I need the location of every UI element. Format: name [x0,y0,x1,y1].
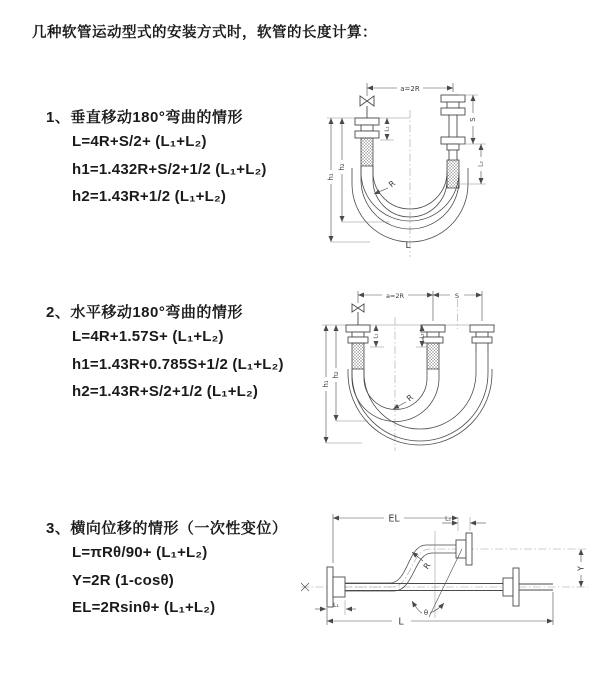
dim-label-l2: L₂ [445,515,451,523]
hose-braid [361,138,373,166]
section-1-formulas [72,133,267,216]
section-2-heading: 2、水平移动180°弯曲的情形 [46,304,243,321]
radius-label [374,178,397,194]
page-title: 几种软管运动型式的安装方式时，软管的长度计算： [32,25,377,41]
dim-l2 [442,516,486,532]
dim-label-s: S [454,291,460,300]
dim-label-h1: h₁ [322,380,330,388]
hose-braid [427,343,439,369]
dim-label-r: R [386,178,398,190]
dim-el [333,514,458,564]
length-label-l: L [405,241,411,251]
dim-a2r [367,83,453,96]
dim-label-l1: L₁ [384,126,391,132]
dim-label-l: L [398,616,404,628]
dim-label-s: S [469,117,477,122]
section-2-formulas [72,328,284,411]
section-1-heading: 1、垂直移动180°弯曲的情形 [46,109,243,126]
dim-y [577,549,586,587]
right-pipe-fitting [441,95,465,188]
formula: L=4R+1.57S+ (L₁+L₂) [72,328,224,345]
u-bend-hose [348,351,492,445]
left-pipe-fitting [346,325,370,369]
valve-icon [352,304,364,325]
radius-label [393,392,415,409]
formula: EL=2Rsinθ+ (L₁+L₂) [72,599,216,616]
diagram-horizontal-bend [310,283,575,455]
dim-l1 [380,118,394,140]
dim-label-a2r: a=2R [385,291,405,300]
dim-label-el: EL [388,513,400,525]
dim-label-h2: h₂ [338,163,346,171]
dim-l1 [370,325,384,347]
dim-label-y: Y [576,566,586,571]
formula: L=πRθ/90+ (L₁+L₂) [72,544,208,561]
valve-icon [360,96,374,118]
formula: h2=1.43R+S/2+1/2 (L₁+L₂) [72,383,259,400]
upper-flange [456,533,472,565]
dim-label-theta: θ [423,609,429,617]
formula: h2=1.43R+1/2 (L₁+L₂) [72,188,227,205]
dim-label-a2r: a=2R [400,84,420,93]
formula: Y=2R (1-cosθ) [72,571,174,589]
dim-label-l1: L₁ [373,333,380,339]
formula: h1=1.432R+S/2+1/2 (L₁+L₂) [72,160,267,178]
right-lower-flange [503,568,553,606]
dim-label-r: R [421,561,433,571]
dim-label-l2: L₂ [419,333,426,339]
hose-braid [352,343,364,369]
dim-label-l2: L₂ [477,161,485,167]
hose-braid [447,160,459,188]
formula: L=4R+S/2+ (L₁+L₂) [72,133,207,150]
section-3-heading: 3、横向位移的情形（一次性变位） [46,520,288,537]
dim-l1 [315,600,356,615]
angle-theta [412,531,462,618]
section-3-formulas [72,544,215,627]
formula: h1=1.43R+0.785S+1/2 (L₁+L₂) [72,355,284,373]
diagram-vertical-bend [312,72,572,262]
dim-label-h1: h₁ [327,173,335,181]
diagram-lateral-shift [298,505,598,645]
dim-label-l1: L₁ [333,601,339,609]
dim-label-h2: h₂ [332,371,340,379]
dim-a2r [358,291,433,321]
left-pipe-fitting [355,118,379,166]
radius-label [412,552,433,571]
dim-label-r: R [404,392,416,404]
dim-l2 [459,144,486,184]
right-pipe-fitting [470,325,494,351]
